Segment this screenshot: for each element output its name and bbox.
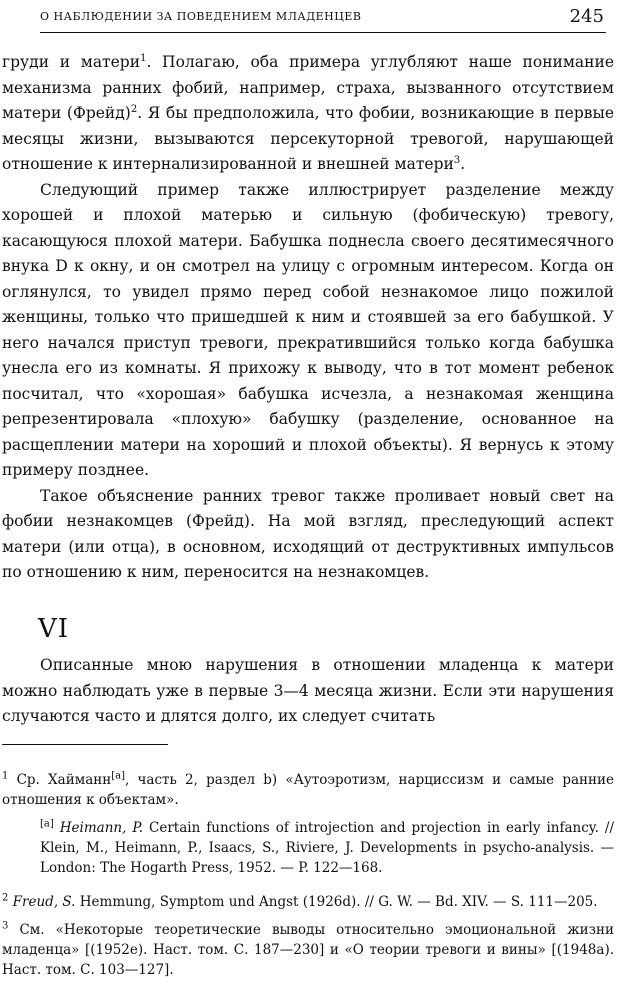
footnote-2 [2,892,614,912]
footnote-3 [2,920,614,980]
footnote-2-author: Freud, S. [12,894,76,910]
footnote-ref-1: 1 [140,52,147,64]
running-head: О НАБЛЮДЕНИИ ЗА ПОВЕДЕНИЕМ МЛАДЕНЦЕВ [40,10,362,23]
paragraph-2: Следующий пример также иллюстрирует разделение между хорошей и плохой матерью и сильную (фобическую) тревогу, касающуюся плохой матери. Бабушка поднесла своего десятимесячного внука D к окну, и он смотрел на улицу с огромным интересом. Когда он оглянулся, то увидел прямо перед собой незнакомое лицо пожилой женщины, только что пришедшей к ним и стоявшей за его бабушкой. У него начался приступ тревоги, прекратившийся только когда бабушка унесла его из комнаты. Я прихожу к выводу, что в тот момент ребенок посчитал, что «хорошая» бабушка исчезла, а незнакомая женщина репрезентировала «плохую» бабушку (разделение, основанное на расщеплении матери на хороший и плохой объекты). Я вернусь к этому примеру позднее. [2,180,614,479]
section-text [2,653,614,730]
footnote-3-number: 3 [2,920,9,932]
footnote-ref-2: 2 [130,103,138,115]
page-header [40,4,606,33]
footnote-ref-3: 3 [453,154,461,166]
footnote-divider [2,744,168,745]
paragraph-1-text-b: . Полагаю, оба примера углубляют наше понимание механизма ранних фобий, например, страха, вызванного отсутствием матери (Фрейд) [2,53,614,122]
section-heading: VI [38,614,70,644]
footnote-a-mark: [a] [40,818,54,830]
footnote-1-text-a: Ср. Хайманн [16,772,112,788]
footnote-a-author: Heimann, P. [59,820,144,836]
footnote-1 [2,770,614,810]
footnote-3-text: См. «Некоторые теоретические выводы относительно эмоциональной жизни младенца» [(1952e). Наст. том. С. 187—230] и «О теории тревоги и вины» [(1948a). Наст. том. С. 103—127]. [2,922,614,978]
footnote-a-text: Certain functions of introjection and projection in early infancy. // Klein, M., Heimann, P., Isaacs, S., Riviere, J. Developments in psycho-analysis. — London: The Hogarth Press, 1952. — P. 122—168. [40,820,614,876]
paragraph-1-text-a: груди и матери [2,53,141,71]
paragraph-1-text-d: . [460,155,466,173]
section-paragraph: Описанные мною нарушения в отношении младенца к матери можно наблюдать уже в первые 3—4 месяца жизни. Если эти нарушения случаются часто и длятся долго, их следует считать [2,656,614,725]
paragraph-1-text-c: . Я бы предположила, что фобии, возникающие в первые месяцы жизни, вызываются персекуторной тревогой, нарушающей отношение к интернализированной и внешней матери [2,104,615,173]
main-text [2,50,614,586]
page-number: 245 [569,6,604,27]
footnote-a [40,818,614,878]
paragraph-1 [2,50,614,178]
footnote-1-text-b: , часть 2, раздел b) «Аутоэротизм, нарциссизм и самые ранние отношения к объектам». [2,772,614,808]
footnote-2-text: Hemmung, Symptom und Angst (1926d). // G. W. — Bd. XIV. — S. 111—205. [75,894,598,910]
footnotes [2,770,614,988]
footnote-1-subref: [a] [111,770,126,782]
paragraph-3: Такое объяснение ранних тревог также проливает новый свет на фобии незнакомцев (Фрейд). На мой взгляд, преследующий аспект матери (или отца), в основном, исходящий от деструктивных импульсов по отношению к ним, переносится на незнакомцев. [2,486,614,581]
footnote-1-number: 1 [2,770,9,782]
footnote-2-number: 2 [2,892,9,904]
